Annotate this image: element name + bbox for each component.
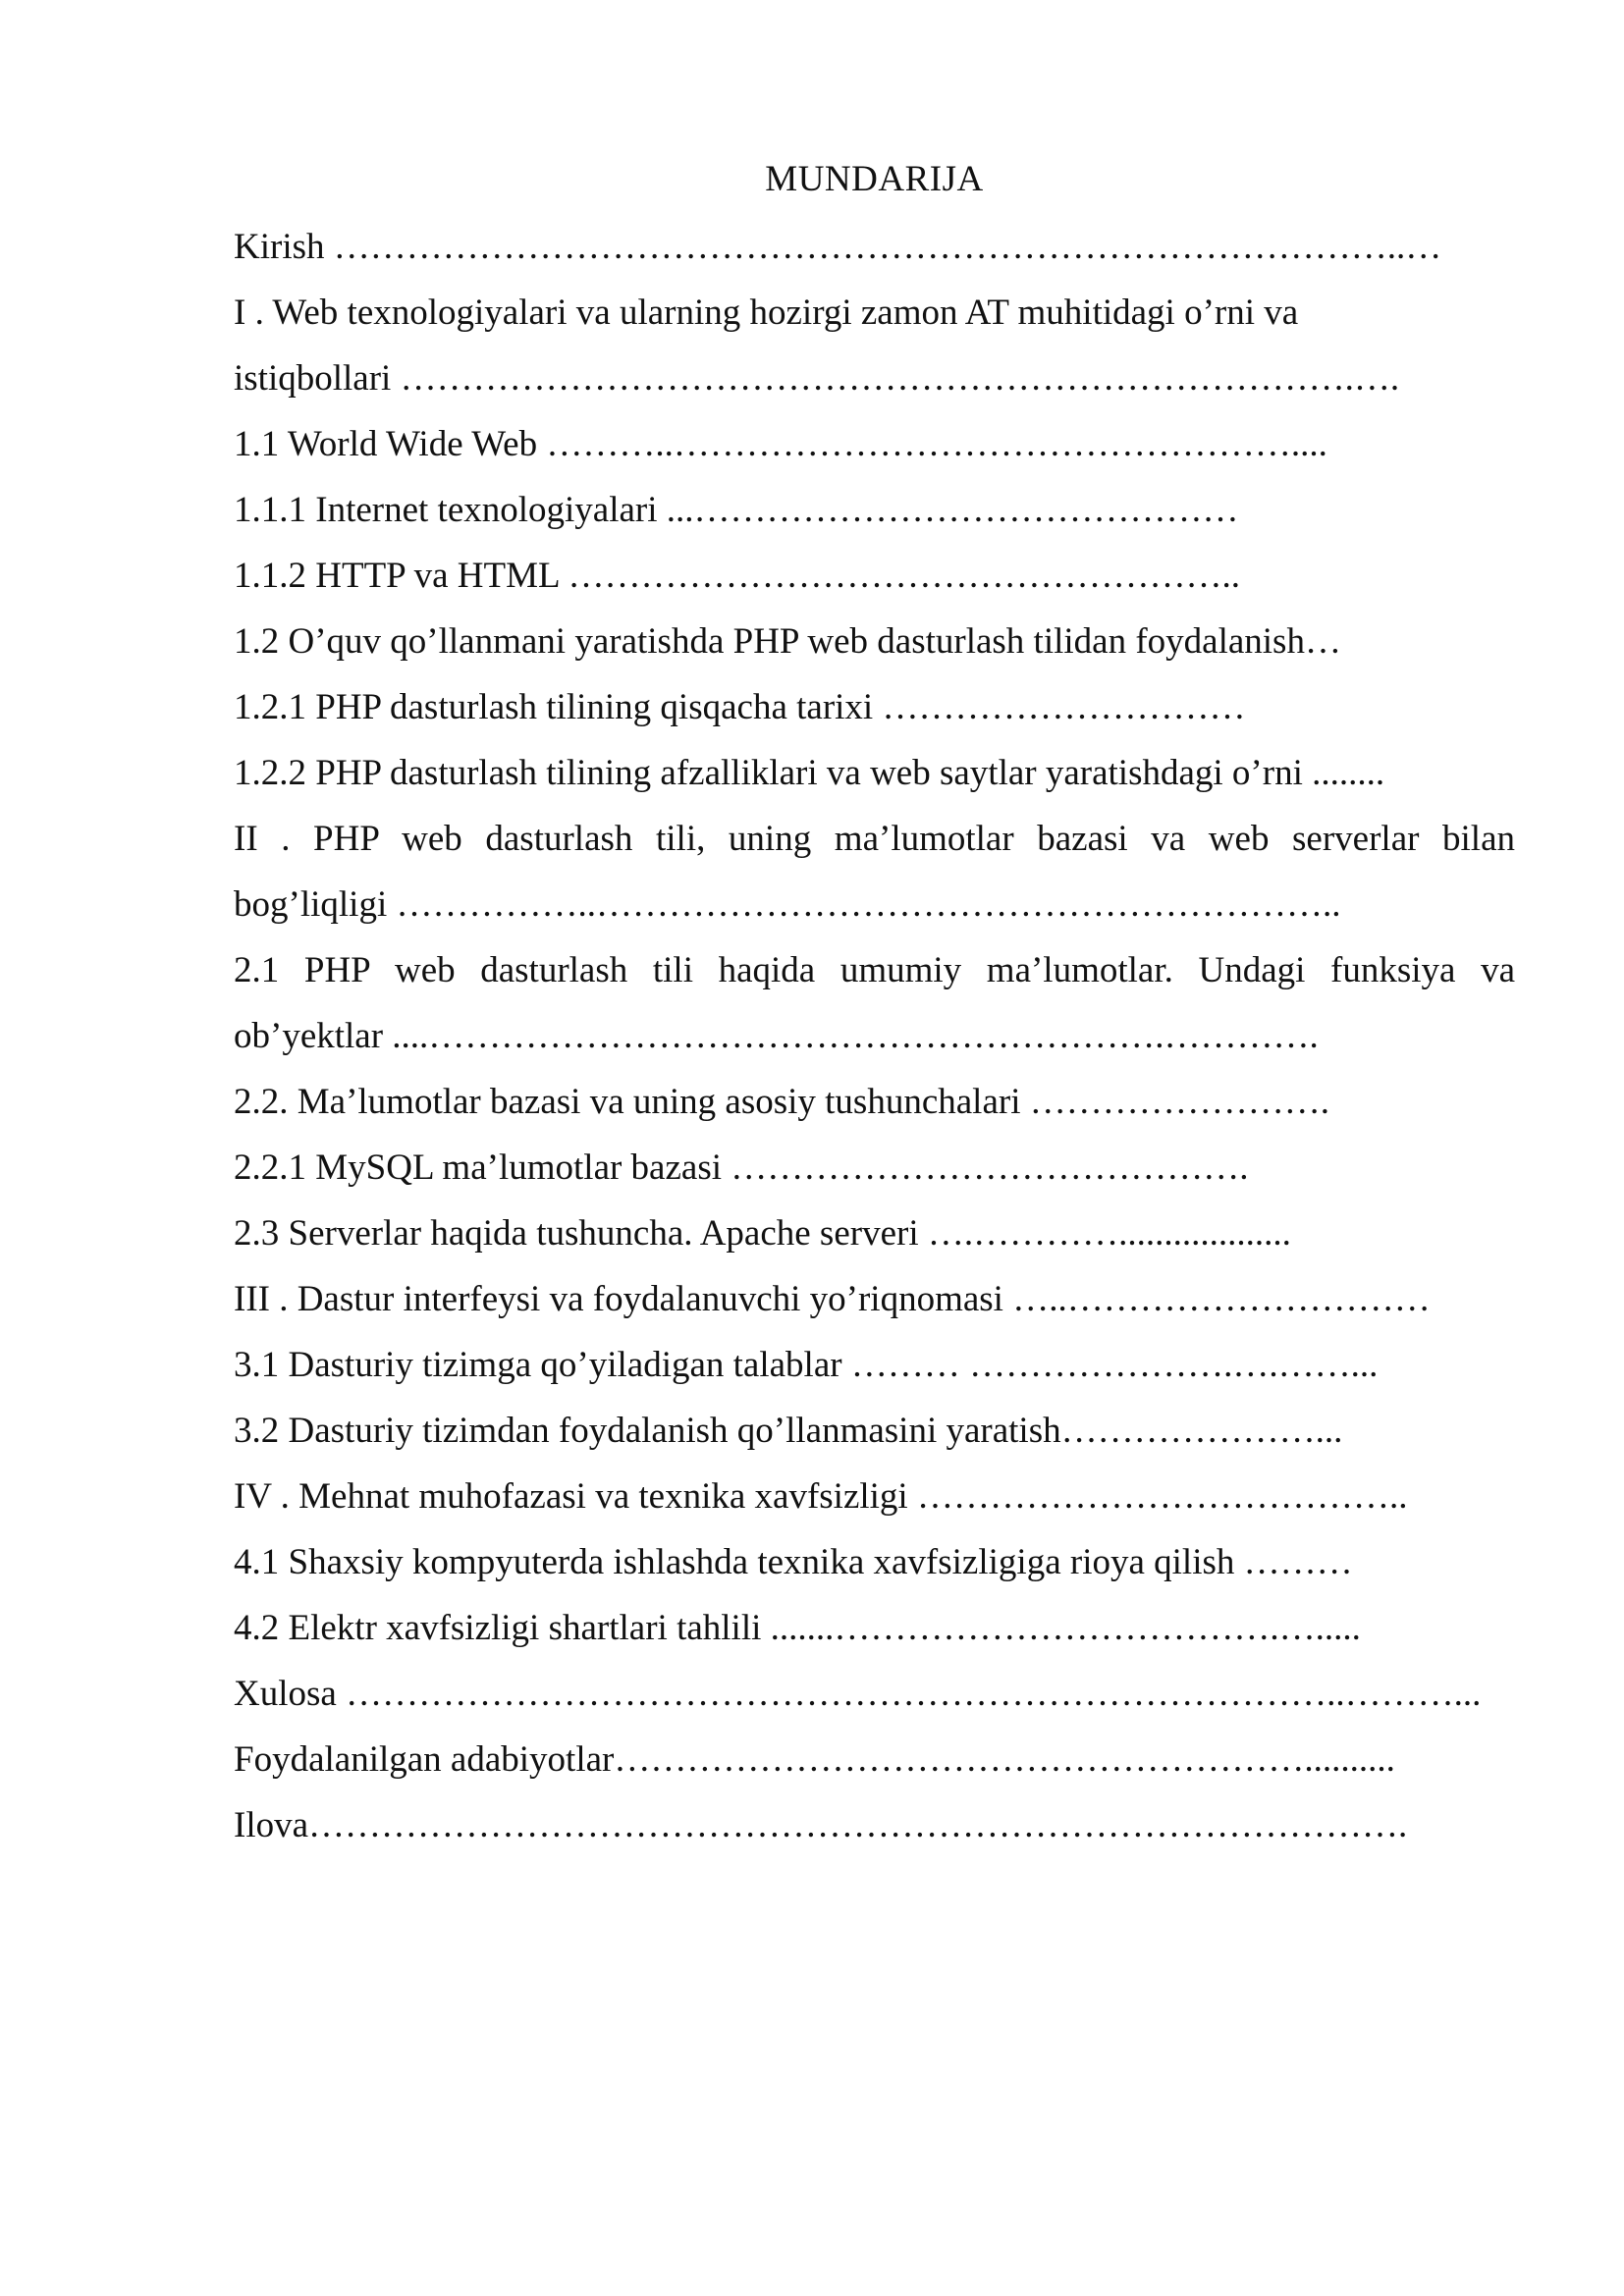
toc-entry-4-1: 4.1 Shaxsiy kompyuterda ishlashda texnika xavfsizligiga rioya qilish ………	[234, 1542, 1353, 1582]
toc-title: MUNDARIJA	[765, 159, 984, 199]
toc-entry-1-2: 1.2 O’quv qo’llanmani yaratishda PHP web dasturlash tilidan foydalanish…	[234, 621, 1341, 662]
toc-entry-chapter-4: IV . Mehnat muhofazasi va texnika xavfsizligi …………………………………..	[234, 1476, 1408, 1517]
toc-entry-4-2: 4.2 Elektr xavfsizligi shartlari tahlili .......……………………………….….....	[234, 1608, 1361, 1648]
toc-entry-2-2-1: 2.2.1 MySQL ma’lumotlar bazasi …………………………………….	[234, 1148, 1249, 1188]
toc-entry-chapter-1: I . Web texnologiyalari va ularning hozirgi zamon AT muhitidagi o’rni va	[234, 293, 1299, 333]
toc-entry-2-1: 2.1 PHP web dasturlash tili haqida umumiy ma’lumotlar. Undagi funksiya va	[234, 950, 1515, 990]
toc-entry-1-2-1: 1.2.1 PHP dasturlash tilining qisqacha tarixi …………………………	[234, 687, 1246, 727]
toc-entry-1-1-1: 1.1.1 Internet texnologiyalari ...………………………………………	[234, 490, 1239, 530]
toc-entry-3-2: 3.2 Dasturiy tizimdan foydalanish qo’llanmasini yaratish…………………...	[234, 1411, 1343, 1451]
toc-entry-chapter-2-cont: bog’liqligi ……………..……………………………………………………..	[234, 884, 1341, 925]
toc-entry-1-1-2: 1.1.2 HTTP va HTML ………………………………………………..	[234, 556, 1240, 596]
toc-entry-ilova: Ilova……………………………………………………………………………….	[234, 1805, 1408, 1845]
toc-entry-adabiyotlar: Foydalanilgan adabiyotlar…………………………………………………..........	[234, 1739, 1395, 1780]
toc-entry-2-3: 2.3 Serverlar haqida tushuncha. Apache serveri ….…………...................	[234, 1213, 1291, 1254]
toc-entry-3-1: 3.1 Dasturiy tizimga qo’yiladigan talablar ……… ………………….….……...	[234, 1345, 1379, 1385]
table-of-contents	[234, 147, 1515, 1858]
toc-entry-chapter-3: III . Dastur interfeysi va foydalanuvchi yo’riqnomasi …..…………………………	[234, 1279, 1431, 1319]
toc-entry-chapter-1-cont: istiqbollari …………………………………………………………………….….	[234, 358, 1400, 399]
toc-entry-1-1: 1.1 World Wide Web ………..……………………………………………....	[234, 424, 1327, 464]
toc-entry-1-2-2: 1.2.2 PHP dasturlash tilining afzalliklari va web saytlar yaratishdagi o’rni ........	[234, 753, 1385, 793]
toc-entry-2-2: 2.2. Ma’lumotlar bazasi va uning asosiy tushunchalari …………………….	[234, 1082, 1329, 1122]
toc-entry-kirish: Kirish ……………………………………………………………………………..…	[234, 227, 1442, 267]
toc-entry-xulosa: Xulosa ………………………………………………………………………..………...	[234, 1674, 1482, 1714]
toc-entry-2-1-cont: ob’yektlar ....…………………………………………………….………….	[234, 1016, 1319, 1056]
toc-entry-chapter-2: II . PHP web dasturlash tili, uning ma’lumotlar bazasi va web serverlar bilan	[234, 819, 1515, 859]
